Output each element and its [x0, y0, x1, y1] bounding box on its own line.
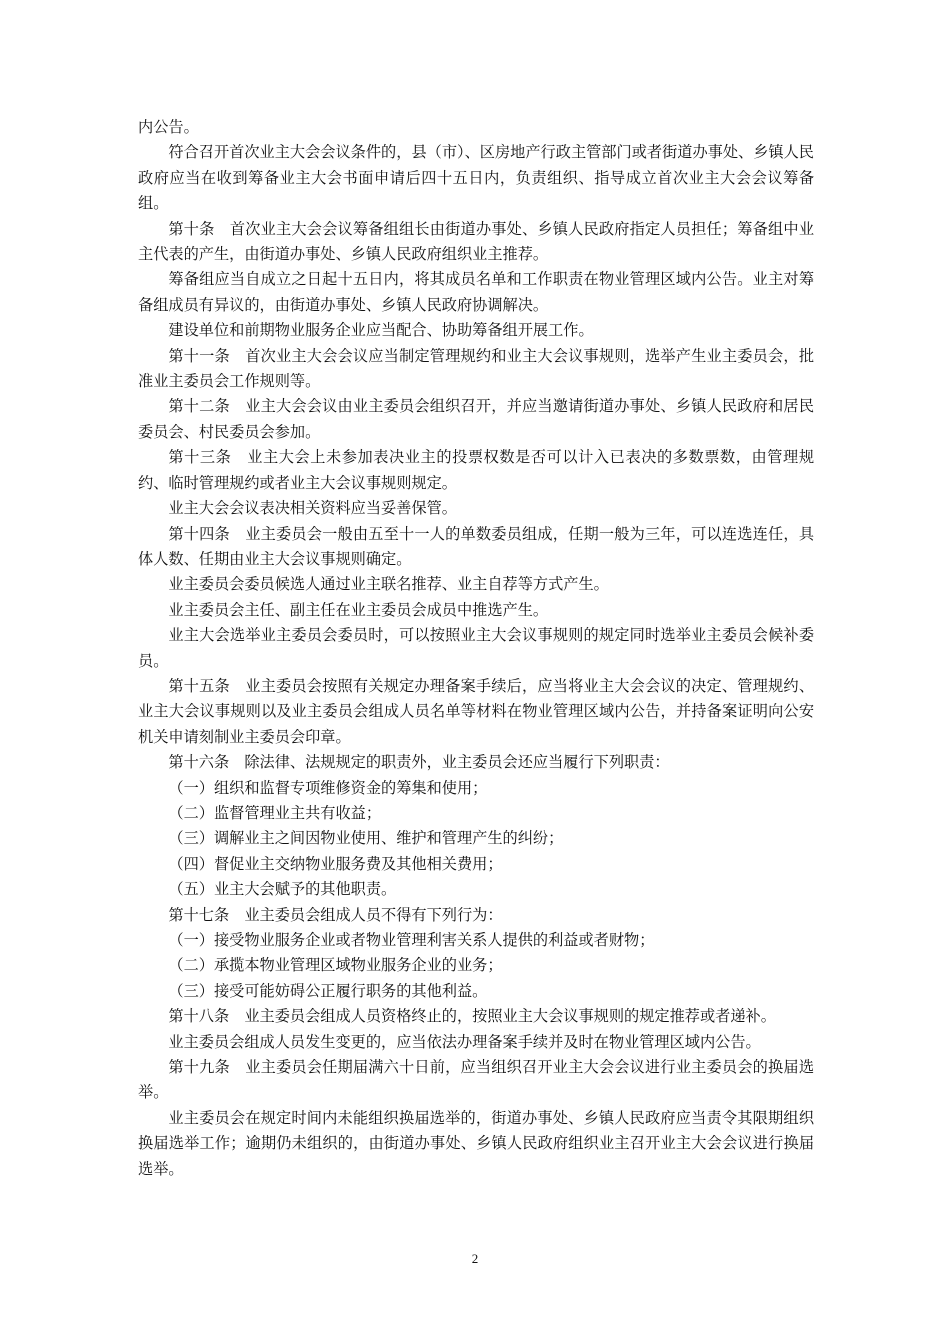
list-item: （三）接受可能妨碍公正履行职务的其他利益。	[168, 981, 488, 1000]
list-item: （一）组织和监督专项维修资金的筹集和使用；	[168, 778, 488, 797]
paragraph: 符合召开首次业主大会会议条件的，县（市）、区房地产行政主管部门或者街道办事处、乡镇人民政府应当在收到筹备业主大会书面申请后四十五日内，负责组织、指导成立首次业主大会会议筹备组。	[138, 143, 814, 213]
paragraph: 业主委员会在规定时间内未能组织换届选举的，街道办事处、乡镇人民政府应当责令其限期组织换届选举工作；逾期仍未组织的，由街道办事处、乡镇人民政府组织业主召开业主大会会议进行换届选举。	[138, 1108, 814, 1178]
article-paragraph: 第十八条 业主委员会组成人员资格终止的，按照业主大会议事规则的规定推荐或者递补。	[168, 1007, 776, 1026]
document-body	[138, 115, 814, 1182]
article-paragraph: 第十三条 业主大会上未参加表决业主的投票权数是否可以计入已表决的多数票数，由管理规约、临时管理规约或者业主大会议事规则规定。	[138, 448, 814, 492]
paragraph: 业主委员会委员候选人通过业主联名推荐、业主自荐等方式产生。	[168, 575, 609, 594]
paragraph: 业主委员会组成人员发生变更的，应当依法办理备案手续并及时在物业管理区域内公告。	[168, 1032, 761, 1051]
article-paragraph: 第十条 首次业主大会会议筹备组组长由街道办事处、乡镇人民政府指定人员担任；筹备组中业主代表的产生，由街道办事处、乡镇人民政府组织业主推荐。	[138, 219, 814, 264]
article-paragraph: 第十七条 业主委员会组成人员不得有下列行为：	[168, 905, 503, 924]
article-paragraph: 第十九条 业主委员会任期届满六十日前，应当组织召开业主大会会议进行业主委员会的换届选举。	[138, 1058, 814, 1102]
list-item: （五）业主大会赋予的其他职责。	[168, 880, 397, 899]
paragraph: 业主大会会议表决相关资料应当妥善保管。	[168, 499, 457, 518]
list-item: （四）督促业主交纳物业服务费及其他相关费用；	[168, 854, 503, 873]
list-item: （二）承揽本物业管理区域物业服务企业的业务；	[168, 956, 503, 975]
paragraph: 业主大会选举业主委员会委员时，可以按照业主大会议事规则的规定同时选举业主委员会候补委员。	[138, 626, 814, 670]
article-paragraph: 第十一条 首次业主大会会议应当制定管理规约和业主大会议事规则，选举产生业主委员会，批准业主委员会工作规则等。	[138, 346, 814, 391]
list-item: （二）监督管理业主共有收益；	[168, 803, 382, 822]
paragraph: 建设单位和前期物业服务企业应当配合、协助筹备组开展工作。	[168, 321, 594, 340]
article-paragraph: 第十二条 业主大会会议由业主委员会组织召开，并应当邀请街道办事处、乡镇人民政府和居民委员会、村民委员会参加。	[138, 397, 814, 441]
list-item: （三）调解业主之间因物业使用、维护和管理产生的纠纷；	[168, 829, 564, 848]
article-paragraph: 第十四条 业主委员会一般由五至十一人的单数委员组成，任期一般为三年，可以连选连任，具体人数、任期由业主大会议事规则确定。	[138, 524, 814, 568]
article-paragraph: 第十五条 业主委员会按照有关规定办理备案手续后，应当将业主大会会议的决定、管理规约、业主大会议事规则以及业主委员会组成人员名单等材料在物业管理区域内公告，并持备案证明向公安机关申请刻制业主委员会印章。	[138, 676, 814, 746]
paragraph: 业主委员会主任、副主任在业主委员会成员中推选产生。	[168, 600, 549, 619]
article-paragraph: 第十六条 除法律、法规规定的职责外，业主委员会还应当履行下列职责：	[168, 753, 670, 772]
page-number: 2	[471, 1251, 479, 1266]
paragraph: 筹备组应当自成立之日起十五日内，将其成员名单和工作职责在物业管理区域内公告。业主对筹备组成员有异议的，由街道办事处、乡镇人民政府协调解决。	[138, 270, 814, 314]
list-item: （一）接受物业服务企业或者物业管理利害关系人提供的利益或者财物；	[168, 931, 655, 949]
paragraph: 内公告。	[138, 118, 199, 136]
